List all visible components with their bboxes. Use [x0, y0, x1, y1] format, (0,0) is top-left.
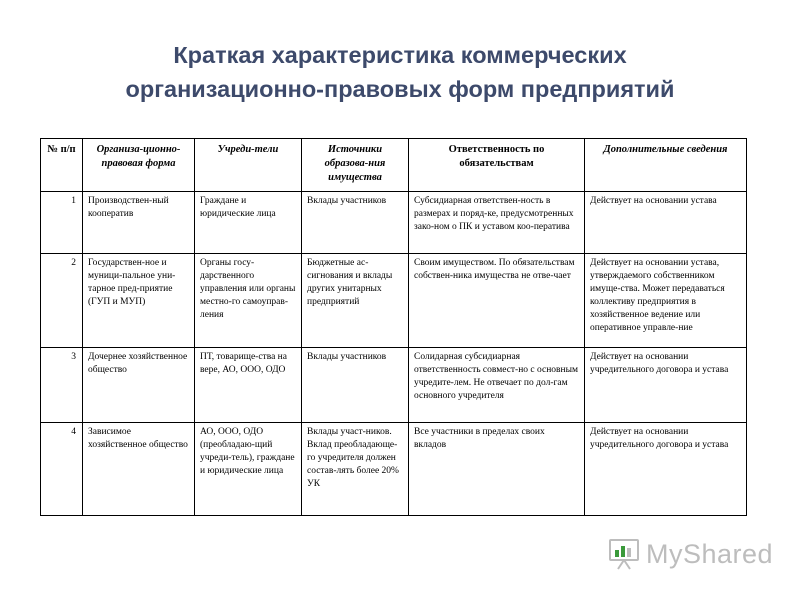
- cell-legal-form: Дочернее хозяйственное общество: [83, 348, 195, 423]
- header-property-sources: Источники образова-ния имущества: [302, 139, 409, 192]
- page-title: [40, 38, 760, 106]
- myshared-logo: [606, 537, 774, 571]
- cell-additional-info: Действует на основании устава, утверждаемого собственником имуще-ства. Может передаваться коллективу предприятия в хозяйственное ведение или оперативное управле-ние: [585, 254, 747, 348]
- cell-legal-form: Производствен-ный кооператив: [83, 192, 195, 254]
- cell-liability: Солидарная субсидиарная ответственность совмест-но с основным учредите-лем. Не отвечает по дол-гам основного учредителя: [409, 348, 585, 423]
- header-liability: Ответственность по обязательствам: [409, 139, 585, 192]
- cell-property-sources: Вклады участников: [302, 348, 409, 423]
- header-number: № п/п: [41, 139, 83, 192]
- presentation-board-icon: [608, 537, 642, 571]
- table-header-row: [41, 139, 747, 192]
- cell-additional-info: Действует на основании учредительного договора и устава: [585, 423, 747, 516]
- cell-liability: Своим имуществом. По обязательствам собствен-ника имущества не отве-чает: [409, 254, 585, 348]
- cell-additional-info: Действует на основании устава: [585, 192, 747, 254]
- cell-legal-form: Зависимое хозяйственное общество: [83, 423, 195, 516]
- header-legal-form: Организа-ционно-правовая форма: [83, 139, 195, 192]
- title-line-1: Краткая характеристика коммерческих: [173, 42, 627, 68]
- table-row: [41, 348, 747, 423]
- cell-number: 2: [41, 254, 83, 348]
- table-row: [41, 423, 747, 516]
- cell-property-sources: Вклады участников: [302, 192, 409, 254]
- header-founders: Учреди-тели: [195, 139, 302, 192]
- table-row: [41, 192, 747, 254]
- logo-text: MyShared: [646, 539, 774, 569]
- cell-founders: ПТ, товарище-ства на вере, АО, ООО, ОДО: [195, 348, 302, 423]
- cell-liability: Все участники в пределах своих вкладов: [409, 423, 585, 516]
- header-additional-info: Дополнительные сведения: [585, 139, 747, 192]
- title-line-2: организационно-правовых форм предприятий: [125, 76, 675, 102]
- cell-property-sources: Бюджетные ас-сигнования и вклады других унитарных предприятий: [302, 254, 409, 348]
- cell-liability: Субсидиарная ответствен-ность в размерах и поряд-ке, предусмотренных зако-ном о ПК и уставом коо-ператива: [409, 192, 585, 254]
- legal-forms-table: [40, 138, 747, 516]
- table-row: [41, 254, 747, 348]
- cell-legal-form: Государствен-ное и муници-пальное уни-тарное пред-приятие (ГУП и МУП): [83, 254, 195, 348]
- cell-founders: АО, ООО, ОДО (преобладаю-щий учреди-тель), граждане и юридические лица: [195, 423, 302, 516]
- cell-additional-info: Действует на основании учредительного договора и устава: [585, 348, 747, 423]
- cell-property-sources: Вклады участ-ников. Вклад преобладающе-го учредителя должен состав-лять более 20% УК: [302, 423, 409, 516]
- cell-number: 3: [41, 348, 83, 423]
- cell-number: 4: [41, 423, 83, 516]
- cell-founders: Органы госу-дарственного управления или органы местно-го самоуправ-ления: [195, 254, 302, 348]
- cell-founders: Граждане и юридические лица: [195, 192, 302, 254]
- cell-number: 1: [41, 192, 83, 254]
